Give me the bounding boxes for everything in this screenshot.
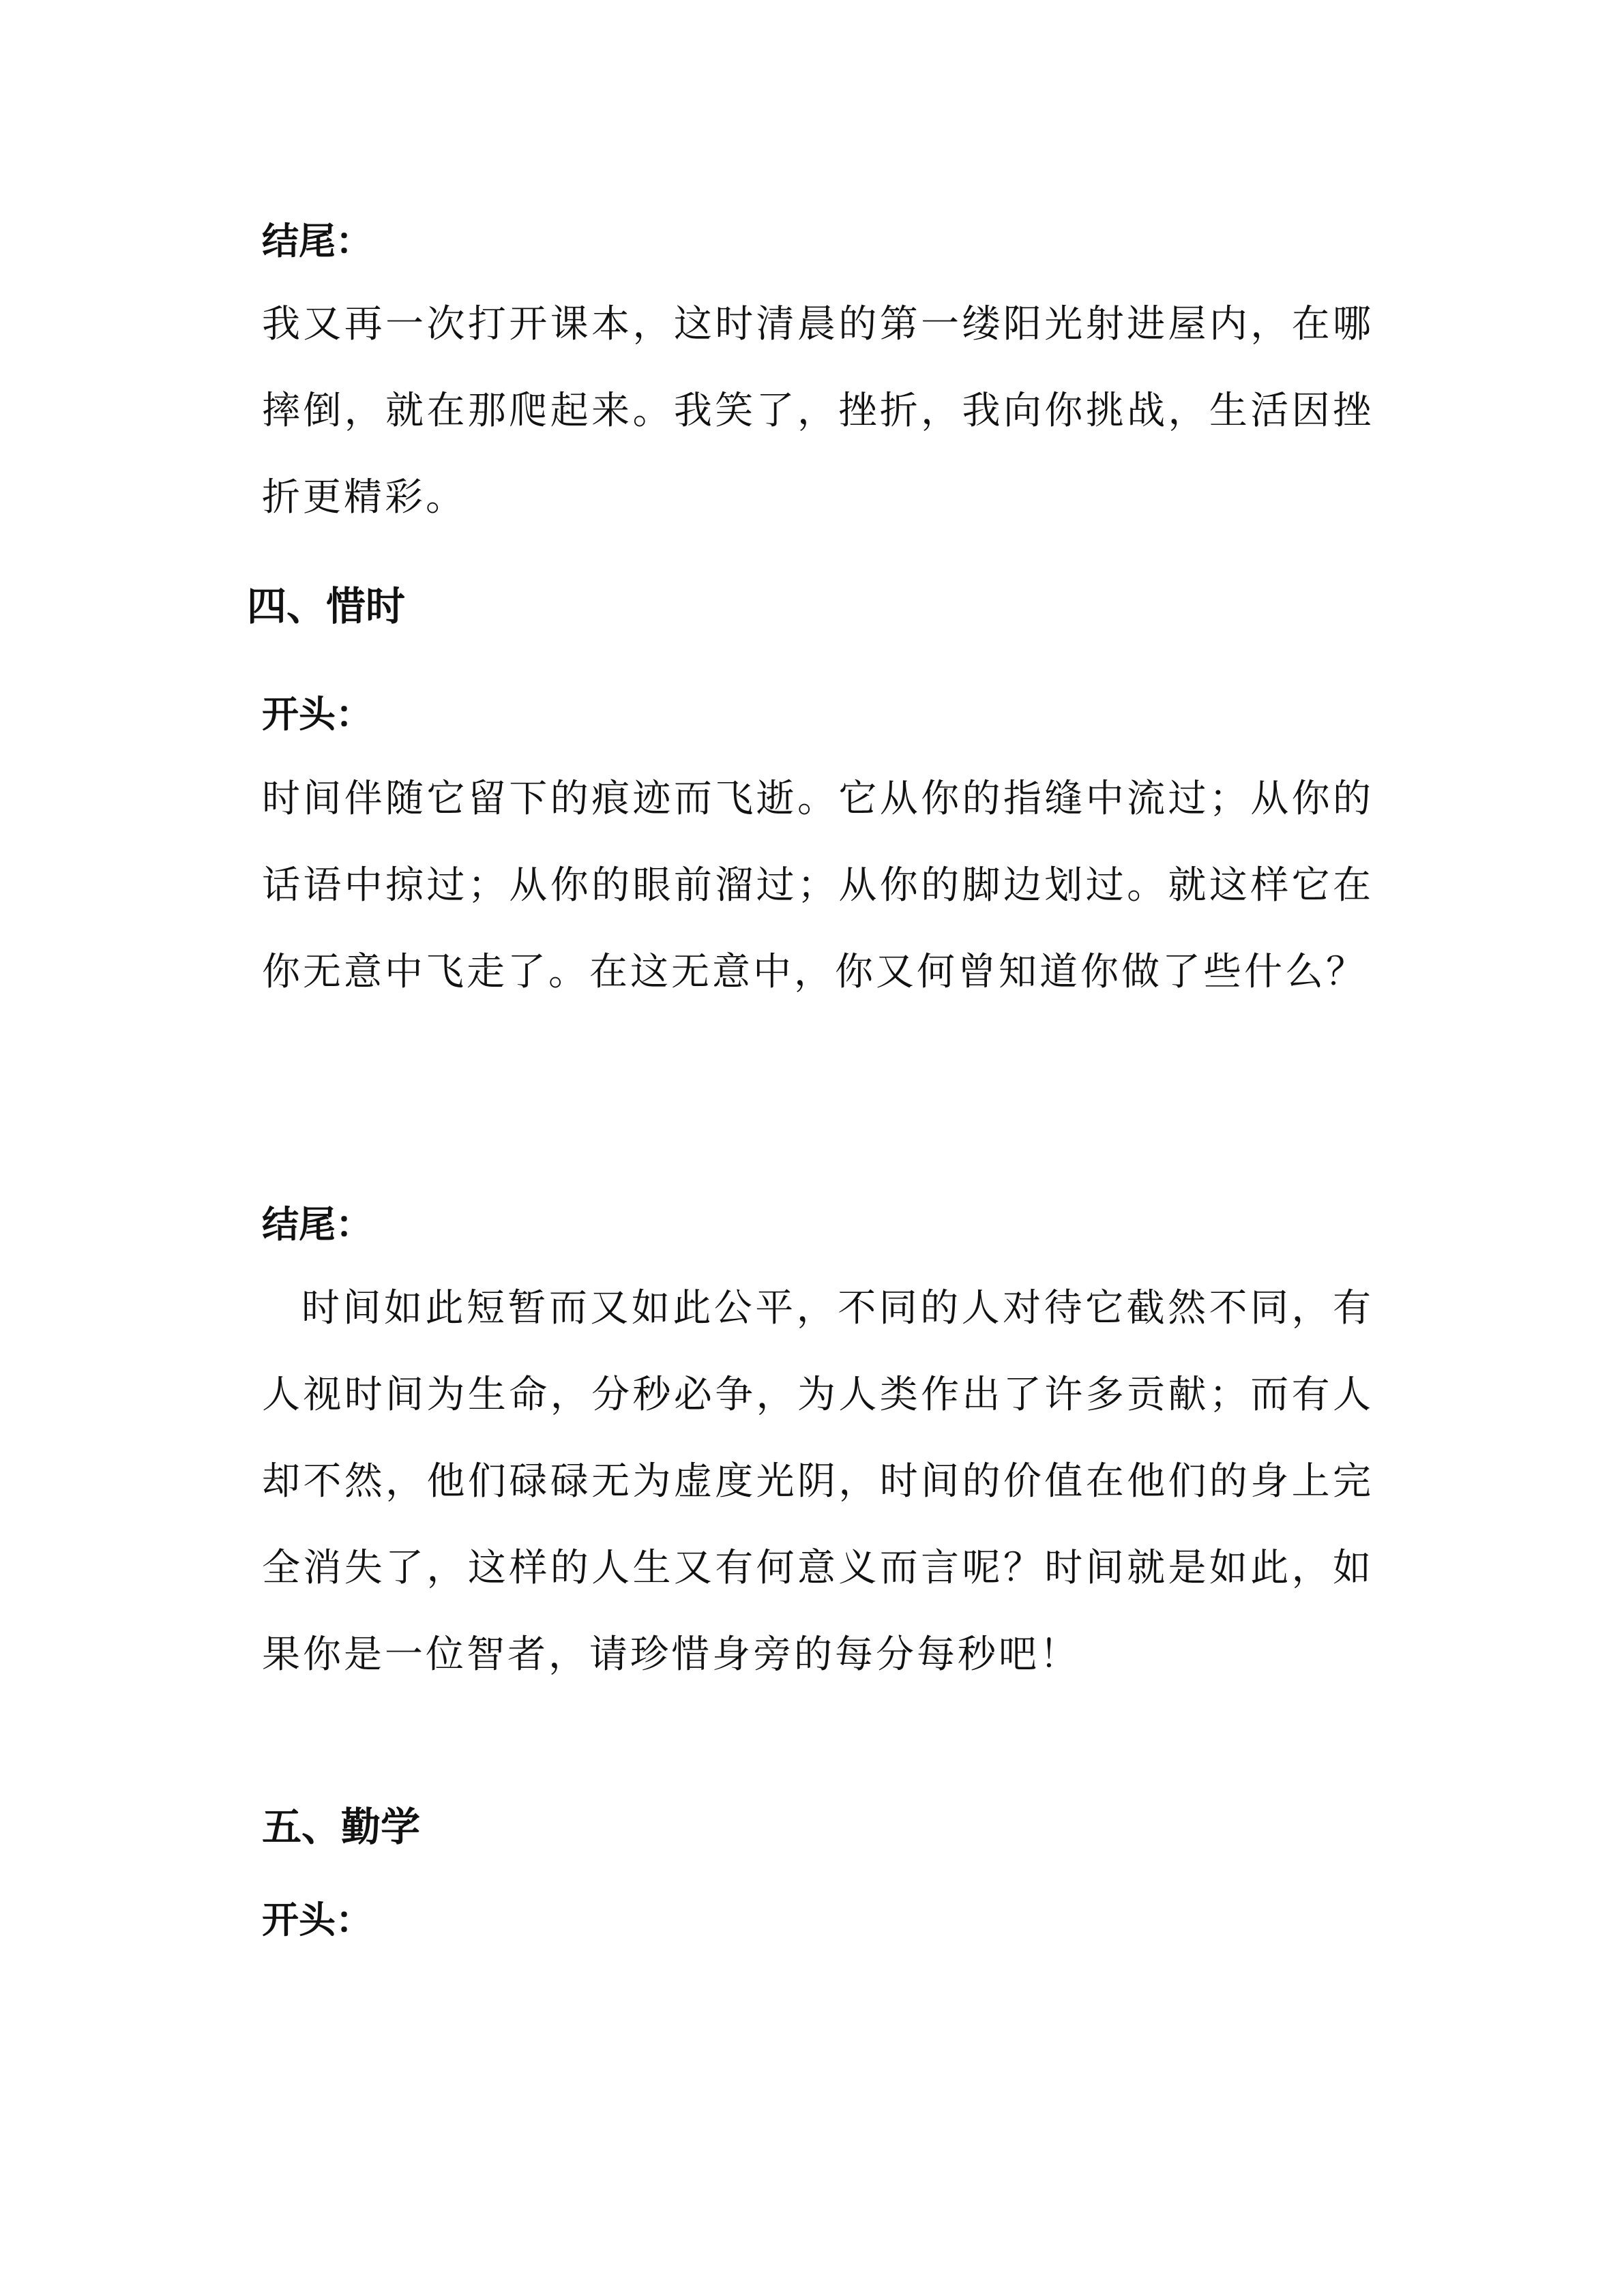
ending-label: 结尾：	[262, 219, 372, 263]
ending-label: 结尾：	[262, 1202, 372, 1246]
ending-paragraph: 时间如此短暂而又如此公平，不同的人对待它截然不同，有人视时间为生命，分秒必争，为人类作出了许多贡献；而有人却不然，他们碌碌无为虚度光阴，时间的价值在他们的身上完全消失了，这样的人生又有何意义而言呢？时间就是如此，如果你是一位智者，请珍惜身旁的每分每秒吧！	[262, 1286, 1374, 1677]
section-heading-diligent-study: 五、勤学	[262, 1804, 421, 1850]
ending-paragraph: 我又再一次打开课本，这时清晨的第一缕阳光射进屋内，在哪摔倒，就在那爬起来。我笑了，挫折，我向你挑战，生活因挫折更精彩。	[262, 302, 1374, 520]
opening-paragraph: 时间伴随它留下的痕迹而飞逝。它从你的指缝中流过；从你的话语中掠过；从你的眼前溜过；从你的脚边划过。就这样它在你无意中飞走了。在这无意中，你又何曾知道你做了些什么？	[262, 777, 1374, 994]
opening-label: 开头：	[262, 692, 372, 736]
opening-label: 开头：	[262, 1898, 372, 1941]
section-heading-cherish-time: 四、惜时	[247, 583, 406, 629]
